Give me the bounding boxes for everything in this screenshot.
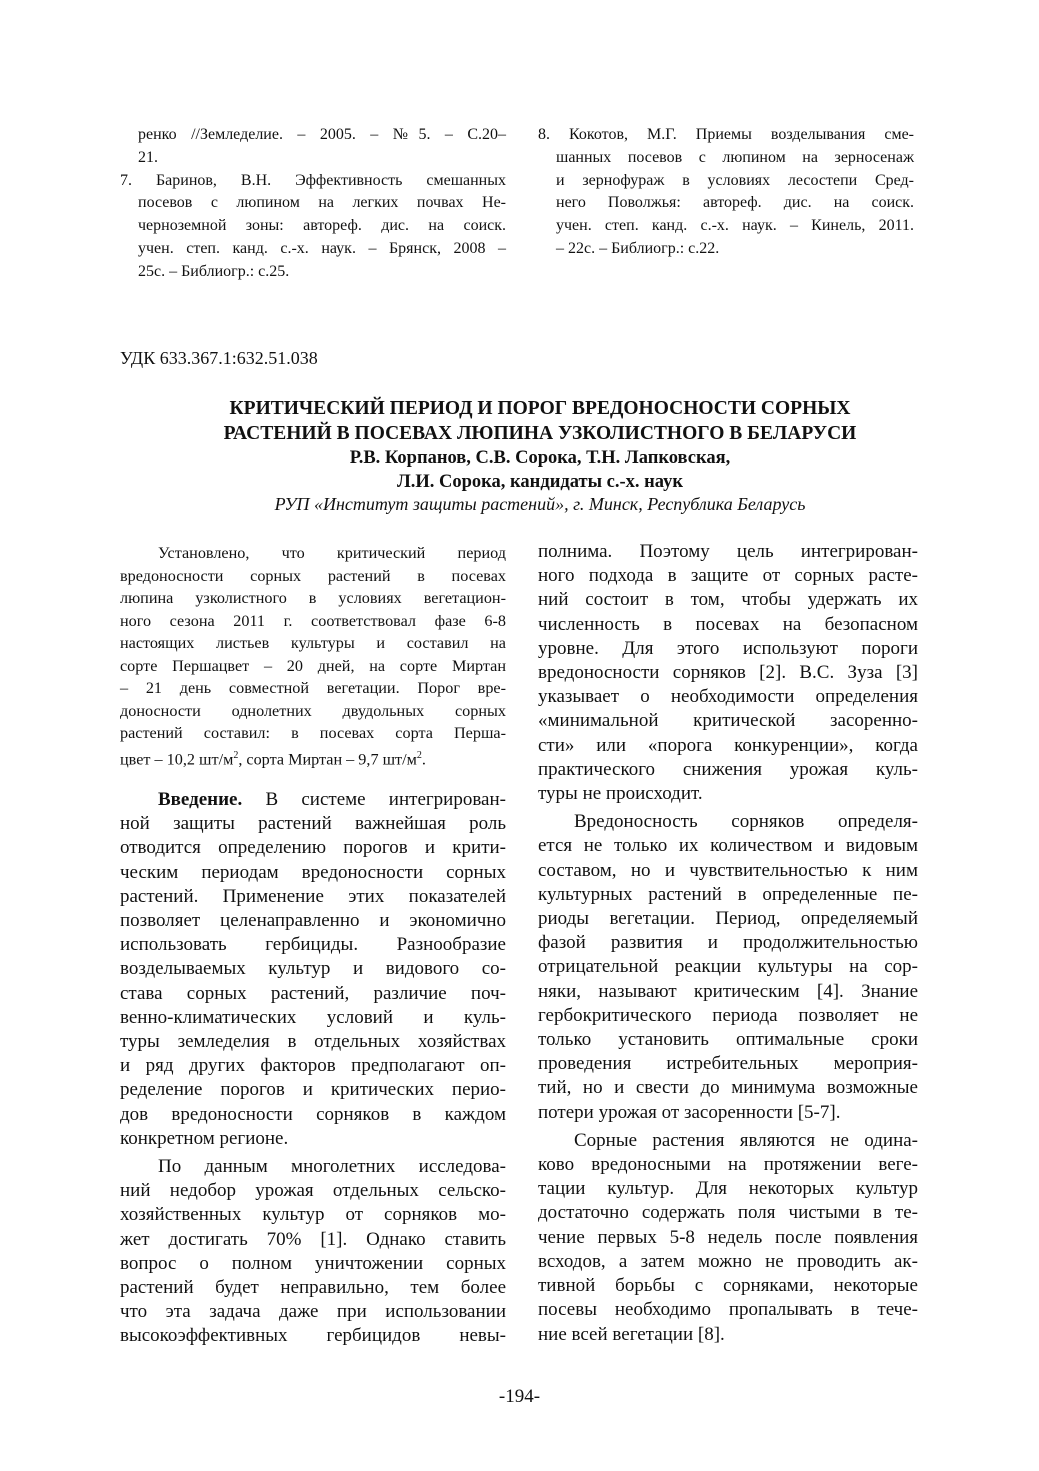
page-number: -194-	[498, 1386, 541, 1407]
body-line: туры не происходит.	[538, 783, 703, 805]
reference-line: ренко //Земледелие. – 2005. – №5. – С.20–	[138, 126, 506, 143]
reference-line: черноземной зоны: автореф. дис. на соиск.	[138, 217, 506, 235]
reference-item	[538, 124, 914, 261]
body-line: Сорные растения являются не одина-	[574, 1129, 918, 1151]
intro-line: хозяйственных культур от сорняков мо-	[120, 1204, 506, 1226]
body-line: уровне. Для этого используют пороги	[538, 637, 918, 659]
intro-line: позволяет целенаправленно и экономично	[120, 910, 506, 932]
authors-line: Л.И. Сорока, кандидаты с.-х. наук	[396, 472, 684, 492]
body-line: посевы необходимо пропалывать в тече-	[538, 1299, 918, 1321]
reference-line: 8. Кокотов, М.Г. Приемы возделывания сме-	[538, 126, 914, 143]
abstract-text: цвет – 10,2 шт/м	[120, 749, 234, 768]
body-line: проведения истребительных мероприя-	[538, 1053, 918, 1075]
authors	[100, 446, 980, 494]
body-line: чение первых 5-8 недель после появления	[538, 1226, 918, 1248]
intro-line: и ряд других факторов предполагают оп-	[120, 1055, 506, 1077]
authors-line: Р.В. Корпанов, С.В. Сорока, Т.Н. Лапковская,	[349, 448, 731, 468]
intro-line: что эта задача даже при использовании	[120, 1301, 506, 1323]
body-line: только установить оптимальные сроки	[538, 1029, 918, 1051]
body-line: культурных растений в определенные пе-	[538, 883, 918, 905]
body-line: тий, но и свести до минимума возможные	[538, 1077, 918, 1099]
reference-line: 25с. – Библиогр.: с.25.	[138, 262, 290, 280]
references-left	[120, 124, 506, 284]
title-line: КРИТИЧЕСКИЙ ПЕРИОД И ПОРОГ ВРЕДОНОСНОСТИ СОРНЫХ	[229, 398, 851, 419]
intro-line: жет достигать 70% [1]. Однако ставить	[120, 1228, 506, 1250]
abstract-line: люпина узколистного в условиях вегетацион-	[120, 589, 506, 607]
body-line: составом, но и чувствительностью к ним	[538, 859, 918, 881]
body-line: фазой развития и продолжительностью	[538, 932, 918, 954]
body-line: ково вредоносными на протяжении веге-	[538, 1154, 918, 1176]
body-line: отрицательной реакции культуры на сор-	[538, 956, 918, 978]
intro-line: использовать гербициды. Разнообразие	[120, 934, 506, 956]
body-line: ний состоит в том, чтобы удержать их	[538, 589, 918, 611]
body-line: достаточно содержать поля чистыми в те-	[538, 1202, 918, 1224]
intro-line: возделываемых культур и видового со-	[120, 958, 506, 980]
body-line: ется не только их количеством и видовым	[538, 835, 918, 857]
body-line: риоды вегетации. Период, определяемый	[538, 908, 918, 930]
body-line: указывает о необходимости определения	[538, 686, 918, 708]
title-line: РАСТЕНИЙ В ПОСЕВАХ ЛЮПИНА УЗКОЛИСТНОГО В БЕЛАРУСИ	[223, 423, 857, 444]
reference-line: 7. Баринов, В.Н. Эффективность смешанных	[120, 171, 506, 189]
abstract	[120, 542, 506, 770]
intro-section	[120, 788, 506, 1349]
intro-text: В системе интегрирован-	[242, 789, 506, 810]
intro-line: ределение порогов и критических перио-	[120, 1079, 506, 1101]
body-line: численность в посевах на безопасном	[538, 613, 918, 635]
reference-line: и зернофураж в условиях лесостепи Сред-	[556, 171, 914, 189]
abstract-line: растений составил: в посевах сорта Перша-	[120, 724, 506, 742]
intro-line: става сорных растений, различие поч-	[120, 982, 506, 1004]
abstract-line: ного сезона 2011 г. соответствовал фазе 6-8	[120, 611, 506, 630]
body-line: потери урожая от засоренности [5-7].	[538, 1101, 841, 1123]
body-line: вредоносности сорняков [2]. В.С. Зуза [3]	[538, 662, 918, 684]
intro-line: растений будет неправильно, тем более	[120, 1277, 506, 1299]
intro-line: отводится определению порогов и крити-	[120, 837, 506, 859]
abstract-line: доносности однолетних двудольных сорных	[120, 701, 506, 720]
abstract-text: , сорта Миртан – 9,7 шт/м	[238, 749, 417, 768]
reference-line: посевов с люпином на легких почвах Не-	[138, 194, 506, 212]
references-right	[538, 124, 914, 261]
abstract-line: сорте Першацвет – 20 дней, на сорте Миртан	[120, 656, 506, 675]
body-line: Вредоносность сорняков определя-	[574, 811, 918, 833]
intro-line: высокоэффективных гербицидов невы-	[120, 1325, 506, 1347]
right-column	[538, 540, 918, 1347]
body-line: практического снижения урожая куль-	[538, 758, 918, 780]
body-line: няки, называют критическим [4]. Знание	[538, 980, 918, 1002]
reference-line: шанных посевов с люпином на зерносенаж	[556, 148, 914, 166]
reference-line: учен. степ. канд. с.-х. наук. – Кинель, 2011.	[556, 217, 914, 235]
intro-line: вопрос о полном уничтожении сорных	[120, 1252, 506, 1274]
abstract-line: – 21 день совместной вегетации. Порог вре-	[120, 679, 506, 697]
reference-line: 21.	[138, 148, 158, 166]
superscript: 2	[233, 749, 239, 761]
body-line: «минимальной критической засоренно-	[538, 710, 918, 732]
abstract-line: Установлено, что критический период	[158, 544, 506, 562]
intro-line: дов вредоносности сорняков в каждом	[120, 1103, 506, 1125]
intro-heading: Введение.	[158, 789, 243, 810]
abstract-line	[120, 745, 506, 771]
body-line: всходов, а затем можно не проводить ак-	[538, 1250, 918, 1272]
reference-line: – 22с. – Библиогр.: с.22.	[556, 239, 720, 257]
intro-line: растений. Применение этих показателей	[120, 885, 506, 907]
intro-line: По данным многолетних исследова-	[158, 1156, 506, 1178]
article-title	[100, 396, 980, 446]
body-line: ние всей вегетации [8].	[538, 1323, 725, 1345]
body-line: ного подхода в защите от сорных расте-	[538, 565, 918, 587]
reference-item	[138, 124, 506, 170]
intro-line: конкретном регионе.	[120, 1127, 289, 1149]
body-line: тации культур. Для некоторых культур	[538, 1178, 918, 1200]
intro-line: туры земледелия в отдельных хозяйствах	[120, 1031, 506, 1053]
intro-line: венно-климатических условий и куль-	[120, 1006, 506, 1028]
intro-line: ческим периодам вредоносности сорных	[120, 861, 506, 883]
body-line: тивной борьбы с сорняками, некоторые	[538, 1275, 918, 1297]
intro-line	[120, 788, 506, 812]
udk-code: УДК 633.367.1:632.51.038	[120, 348, 318, 368]
superscript: 2	[416, 749, 422, 761]
body-line: сти» или «порога конкуренции», когда	[538, 734, 918, 756]
intro-line: ной защиты растений важнейшая роль	[120, 813, 506, 835]
affiliation: РУП «Институт защиты растений», г. Минск, Республика Беларусь	[274, 494, 806, 514]
body-line: полнима. Поэтому цель интегрирован-	[538, 541, 918, 562]
body-line: гербокритического периода позволяет не	[538, 1004, 918, 1026]
abstract-line: вредоносности сорных растений в посевах	[120, 566, 506, 585]
reference-item	[120, 170, 506, 284]
reference-line: учен. степ. канд. с.-х. наук. – Брянск, 2008 –	[138, 239, 506, 257]
abstract-line: настоящих листьев культуры и составил на	[120, 634, 506, 652]
abstract-text: .	[421, 749, 426, 768]
intro-line: ний недобор урожая отдельных сельско-	[120, 1180, 506, 1202]
reference-line: него Поволжья: автореф. дис. на соиск.	[556, 194, 914, 212]
